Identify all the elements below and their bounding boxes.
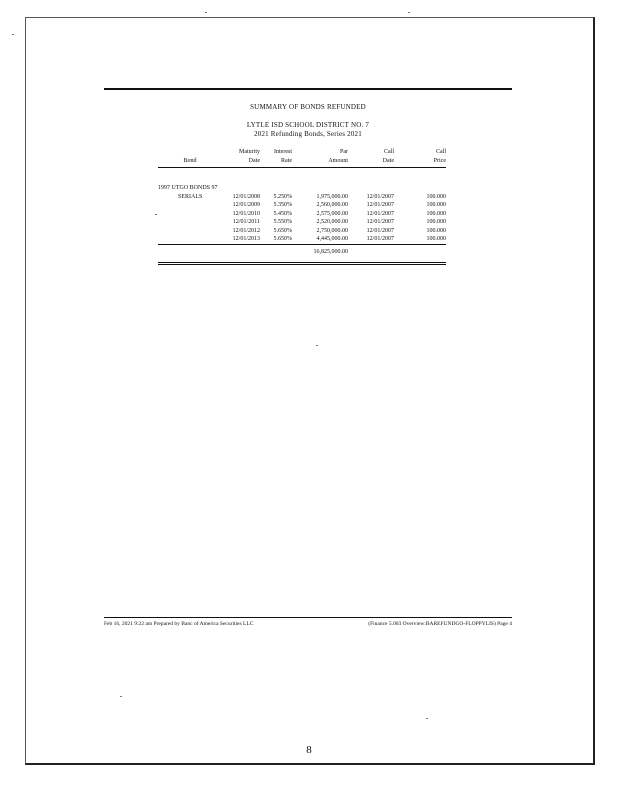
maturity-cell: 12/01/2008 (232, 193, 260, 200)
rate-cell: 5.250% (273, 193, 292, 200)
header-par-1: Par (340, 149, 348, 155)
par-cell: 2,750,000.00 (316, 227, 348, 234)
header-call-price-2: Price (394, 157, 446, 168)
maturity-cell: 12/01/2010 (232, 210, 260, 217)
scan-speck (316, 345, 318, 346)
par-cell: 2,575,000.00 (316, 210, 348, 217)
maturity-cell: 12/01/2012 (232, 227, 260, 234)
footer-rule (104, 617, 512, 618)
rate-cell: 5.650% (273, 236, 292, 242)
call-price-cell: 100.000 (426, 236, 446, 242)
group-row (158, 168, 446, 193)
scan-speck (120, 696, 122, 697)
rate-cell: 5.450% (273, 210, 292, 217)
refunded-bonds-table (158, 148, 446, 256)
header-maturity-1: Maturity (239, 149, 260, 155)
footer-prepared-by: Feb 16, 2021 9:22 am Prepared by Banc of America Securities LLC (104, 621, 254, 627)
page-number: 8 (306, 744, 312, 756)
maturity-cell: 12/01/2009 (232, 202, 260, 208)
call-date-cell: 12/01/2007 (366, 202, 394, 208)
header-call-price-1: Call (436, 149, 446, 155)
table-header-row-2 (158, 157, 446, 168)
rate-cell: 5.550% (273, 219, 292, 225)
document-title: SUMMARY OF BONDS REFUNDED (250, 103, 366, 111)
call-date-cell: 12/01/2007 (366, 210, 394, 217)
scan-speck (426, 718, 428, 719)
call-date-cell: 12/01/2007 (366, 219, 394, 225)
header-maturity-2: Date (222, 157, 260, 168)
par-cell: 1,975,000.00 (316, 193, 348, 200)
total-row (158, 244, 446, 256)
header-call-date-2: Date (348, 157, 394, 168)
footer-file-reference: (Finance 5.003 Overview:BAREFUNDGO-FLOPPYLIS) Page 4 (368, 621, 512, 627)
call-price-cell: 100.000 (426, 219, 446, 225)
par-cell: 2,520,000.00 (316, 219, 348, 225)
call-price-cell: 100.000 (426, 202, 446, 208)
header-par-2: Amount (292, 157, 348, 168)
maturity-cell: 12/01/2011 (232, 219, 260, 225)
scan-speck (155, 214, 157, 215)
issuer-name: LYTLE ISD SCHOOL DISTRICT NO. 7 (246, 121, 370, 129)
bond-label: SERIALS (178, 193, 203, 200)
header-call-date-1: Call (384, 149, 394, 155)
table-row (158, 201, 446, 210)
scan-speck (408, 12, 410, 13)
call-price-cell: 100.000 (426, 193, 446, 200)
par-cell: 2,560,000.00 (316, 202, 348, 208)
header-bond-2: Bond (158, 157, 222, 168)
group-label: 1997 UTGO BONDS 97 (158, 185, 218, 191)
maturity-cell: 12/01/2013 (232, 236, 260, 242)
table-row (158, 210, 446, 219)
header-rate-1: Interest (274, 149, 292, 155)
call-date-cell: 12/01/2007 (366, 236, 394, 242)
rate-cell: 5.650% (273, 227, 292, 234)
scan-speck (205, 12, 207, 13)
par-total: 16,825,000.00 (292, 244, 348, 256)
series-name: 2021 Refunding Bonds, Series 2021 (254, 130, 362, 138)
par-cell: 4,445,000.00 (316, 236, 348, 242)
call-date-cell: 12/01/2007 (366, 193, 394, 200)
top-rule (104, 88, 512, 90)
scan-speck (12, 34, 14, 35)
table-row (158, 218, 446, 227)
header-rate-2: Rate (260, 157, 292, 168)
call-price-cell: 100.000 (426, 227, 446, 234)
table-row (158, 235, 446, 244)
table-row (158, 193, 446, 202)
total-double-rule (158, 262, 446, 265)
call-price-cell: 100.000 (426, 210, 446, 217)
call-date-cell: 12/01/2007 (366, 227, 394, 234)
table-header-row-1 (158, 148, 446, 157)
header-bond-1 (158, 148, 222, 157)
table-row (158, 227, 446, 236)
rate-cell: 5.350% (273, 202, 292, 208)
